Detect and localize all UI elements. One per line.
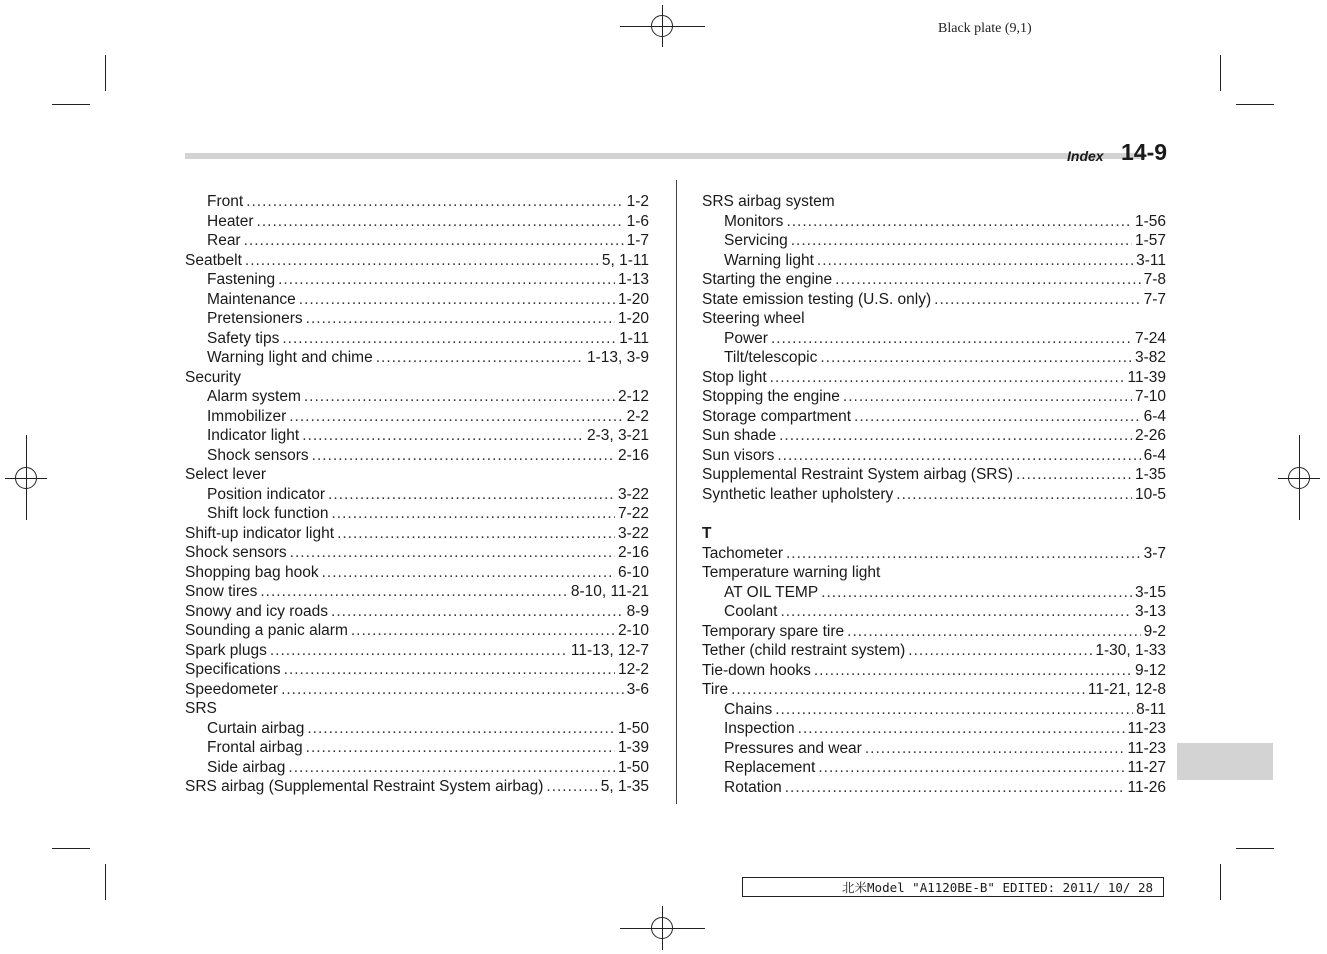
entry-label: Shift-up indicator light <box>185 524 335 542</box>
dot-leader <box>337 524 615 544</box>
entry-label: Shopping bag hook <box>185 563 319 581</box>
entry-page-ref: 1-57 <box>1134 232 1166 249</box>
entry-page-ref: 1-2 <box>626 193 649 210</box>
index-entry <box>185 719 649 739</box>
entry-page-ref: 11-23 <box>1127 739 1166 757</box>
dot-leader <box>847 622 1140 642</box>
entry-page-ref: 2-16 <box>617 446 649 464</box>
dot-leader <box>284 660 615 680</box>
dot-leader <box>780 602 1132 622</box>
dot-leader <box>245 251 599 271</box>
entry-page-ref: 6-4 <box>1143 446 1166 464</box>
dot-leader <box>817 251 1133 271</box>
entry-page-ref: 7-7 <box>1143 290 1166 308</box>
dot-leader <box>731 680 1085 700</box>
crop-mark <box>1220 864 1221 900</box>
dot-leader <box>896 485 1132 505</box>
index-entry <box>702 348 1166 368</box>
index-entry <box>702 329 1166 349</box>
entry-label: Snowy and icy roads <box>185 602 329 620</box>
entry-page-ref: 8-11 <box>1136 700 1166 718</box>
index-entry <box>185 543 649 563</box>
entry-label: Temperature warning light <box>702 564 881 581</box>
entry-page-ref: 9-12 <box>1134 661 1166 679</box>
index-entry <box>702 426 1166 446</box>
index-entry <box>702 368 1166 388</box>
index-entry <box>702 739 1166 759</box>
entry-page-ref: 6-10 <box>617 563 649 581</box>
index-entry <box>185 387 649 407</box>
dot-leader <box>934 290 1140 310</box>
index-entry <box>185 231 649 251</box>
index-entry <box>702 446 1166 466</box>
index-entry <box>185 329 649 349</box>
index-entry <box>702 719 1166 739</box>
index-entry <box>185 192 649 212</box>
entry-label: Sun shade <box>702 427 777 444</box>
index-entry <box>185 504 649 524</box>
section-title: Index <box>1067 148 1104 164</box>
dot-leader <box>307 719 615 739</box>
dot-leader <box>785 778 1125 798</box>
entry-label: Chains <box>724 700 773 718</box>
index-entry <box>702 700 1166 720</box>
entry-page-ref: 1-39 <box>617 739 649 756</box>
entry-page-ref: 9-2 <box>1143 622 1166 640</box>
entry-page-ref: 3-82 <box>1134 349 1166 366</box>
entry-label: Pressures and wear <box>724 739 862 757</box>
entry-page-ref: 3-13 <box>1134 603 1166 620</box>
entry-page-ref: 10-5 <box>1134 485 1166 503</box>
entry-label: Shift lock function <box>207 505 329 522</box>
dot-leader <box>791 231 1132 251</box>
dot-leader <box>306 738 615 758</box>
index-entry <box>702 387 1166 407</box>
dot-leader <box>775 700 1133 720</box>
index-entry <box>702 680 1166 700</box>
index-entry <box>185 465 649 485</box>
dot-leader <box>302 426 584 446</box>
index-entry <box>702 544 1166 564</box>
edit-footer: 北米Model "A1120BE-B" EDITED: 2011/ 10/ 28 <box>742 877 1164 897</box>
entry-label: Warning light <box>724 251 814 269</box>
entry-page-ref: 7-24 <box>1134 329 1166 347</box>
entry-page-ref: 1-13 <box>617 271 649 288</box>
entry-label: SRS airbag system <box>702 193 835 210</box>
entry-page-ref: 7-22 <box>617 505 649 522</box>
dot-leader <box>299 290 615 310</box>
index-group-s <box>702 192 1166 504</box>
entry-label: Power <box>724 329 768 347</box>
index-entry <box>702 563 1166 583</box>
entry-label: Stopping the engine <box>702 388 840 405</box>
entry-page-ref: 1-6 <box>626 212 649 230</box>
dot-leader <box>351 621 615 641</box>
entry-label: Spark plugs <box>185 641 267 659</box>
dot-leader <box>843 387 1132 407</box>
index-entry <box>185 699 649 719</box>
entry-label: Temporary spare tire <box>702 622 845 640</box>
registration-mark <box>651 917 673 939</box>
index-entry <box>185 309 649 329</box>
entry-label: Speedometer <box>185 680 279 698</box>
entry-page-ref: 5, 1-35 <box>600 778 649 795</box>
entry-page-ref: 2-26 <box>1134 427 1166 444</box>
entry-label: Storage compartment <box>702 407 852 425</box>
crop-mark <box>105 55 106 91</box>
entry-page-ref: 1-13, 3-9 <box>586 349 649 366</box>
entry-page-ref: 11-23 <box>1127 720 1166 737</box>
index-entry <box>185 212 649 232</box>
dot-leader <box>835 270 1140 290</box>
entry-page-ref: 3-22 <box>617 485 649 503</box>
entry-page-ref: 2-2 <box>626 407 649 425</box>
entry-label: Immobilizer <box>207 407 287 425</box>
entry-label: Stop light <box>702 368 767 386</box>
dot-leader <box>818 758 1124 778</box>
dot-leader <box>771 329 1132 349</box>
index-entry <box>702 778 1166 798</box>
entry-label: Servicing <box>724 232 788 249</box>
entry-page-ref: 1-50 <box>617 758 649 776</box>
entry-label: Pretensioners <box>207 310 303 327</box>
dot-leader <box>306 309 615 329</box>
entry-label: Tilt/telescopic <box>724 349 818 366</box>
dot-leader <box>289 407 623 427</box>
index-entry <box>185 290 649 310</box>
entry-label: State emission testing (U.S. only) <box>702 290 932 308</box>
index-letter-heading: T <box>702 525 712 542</box>
index-entry <box>185 738 649 758</box>
entry-label: Warning light and chime <box>207 349 373 366</box>
dot-leader <box>770 368 1125 388</box>
dot-leader <box>260 582 567 602</box>
index-entry <box>185 485 649 505</box>
index-entry <box>185 680 649 700</box>
entry-page-ref: 1-11 <box>619 329 649 347</box>
dot-leader <box>278 270 615 290</box>
index-entry <box>185 407 649 427</box>
dot-leader <box>777 446 1140 466</box>
dot-leader <box>257 212 624 232</box>
dot-leader <box>376 348 584 368</box>
dot-leader <box>328 485 615 505</box>
entry-label: Maintenance <box>207 290 296 308</box>
entry-page-ref: 1-56 <box>1134 212 1166 230</box>
entry-label: Heater <box>207 212 254 230</box>
entry-label: Monitors <box>724 212 784 230</box>
index-entry <box>702 212 1166 232</box>
dot-leader <box>779 426 1132 446</box>
entry-label: Frontal airbag <box>207 739 303 756</box>
entry-label: Shock sensors <box>185 544 287 561</box>
dot-leader <box>814 661 1132 681</box>
entry-label: Specifications <box>185 661 281 678</box>
index-column-left <box>185 192 649 797</box>
index-entry <box>702 641 1166 661</box>
entry-page-ref: 11-13, 12-7 <box>570 641 649 659</box>
entry-label: Sounding a panic alarm <box>185 622 348 639</box>
index-entry <box>702 231 1166 251</box>
entry-label: Tie-down hooks <box>702 661 811 679</box>
index-entry <box>185 368 649 388</box>
entry-page-ref: 8-9 <box>626 602 649 620</box>
entry-label: Snow tires <box>185 583 258 600</box>
entry-page-ref: 11-26 <box>1127 778 1166 796</box>
dot-leader <box>322 563 615 583</box>
entry-label: Supplemental Restraint System airbag (SRS) <box>702 466 1013 483</box>
entry-page-ref: 8-10, 11-21 <box>570 583 649 600</box>
entry-page-ref: 3-15 <box>1134 583 1166 601</box>
entry-label: Steering wheel <box>702 310 805 327</box>
entry-page-ref: 3-6 <box>626 680 649 698</box>
entry-page-ref: 1-30, 1-33 <box>1095 642 1166 659</box>
entry-label: Security <box>185 368 241 386</box>
crop-mark <box>1220 55 1221 91</box>
dot-leader <box>304 387 615 407</box>
entry-label: Rotation <box>724 778 782 796</box>
index-entry <box>702 309 1166 329</box>
entry-page-ref: 1-7 <box>626 232 649 249</box>
crop-mark <box>1236 848 1274 849</box>
index-entry <box>185 563 649 583</box>
crop-mark <box>105 864 106 900</box>
index-entry <box>185 426 649 446</box>
entry-label: Fastening <box>207 271 276 288</box>
entry-label: Alarm system <box>207 388 301 405</box>
dot-leader <box>854 407 1141 427</box>
index-entry <box>702 758 1166 778</box>
index-entry <box>702 251 1166 271</box>
entry-page-ref: 2-12 <box>617 388 649 405</box>
chapter-thumb-tab <box>1177 743 1273 780</box>
index-entry <box>185 641 649 661</box>
entry-label: Position indicator <box>207 485 326 503</box>
entry-label: Starting the engine <box>702 271 833 288</box>
plate-label: Black plate (9,1) <box>938 21 1032 36</box>
dot-leader <box>865 739 1125 759</box>
dot-leader <box>798 719 1125 739</box>
entry-label: AT OIL TEMP <box>724 583 819 601</box>
entry-label: Tether (child restraint system) <box>702 642 906 659</box>
entry-label: Replacement <box>724 759 816 776</box>
index-entry <box>185 621 649 641</box>
entry-label: SRS airbag (Supplemental Restraint System airbag) <box>185 778 544 795</box>
index-entry <box>702 407 1166 427</box>
dot-leader <box>786 544 1141 564</box>
dot-leader <box>1016 465 1132 485</box>
crop-mark <box>52 848 90 849</box>
index-column-right <box>702 192 1166 797</box>
registration-mark <box>15 467 37 489</box>
dot-leader <box>270 641 568 661</box>
entry-page-ref: 7-10 <box>1134 388 1166 405</box>
entry-label: Seatbelt <box>185 251 242 269</box>
crop-mark <box>1236 104 1274 105</box>
entry-label: Sun visors <box>702 446 775 464</box>
index-entry <box>185 446 649 466</box>
index-entry <box>185 348 649 368</box>
entry-page-ref: 6-4 <box>1143 407 1166 425</box>
entry-label: Shock sensors <box>207 446 309 464</box>
dot-leader <box>312 446 615 466</box>
entry-label: Synthetic leather upholstery <box>702 485 894 503</box>
index-entry <box>185 251 649 271</box>
index-entry <box>702 602 1166 622</box>
index-group-t <box>702 544 1166 798</box>
index-entry <box>702 485 1166 505</box>
header-rule <box>185 153 1145 159</box>
column-divider <box>676 180 677 804</box>
index-entry <box>185 602 649 622</box>
dot-leader <box>786 212 1132 232</box>
index-entry <box>702 192 1166 212</box>
dot-leader <box>546 777 597 797</box>
entry-label: Indicator light <box>207 427 300 444</box>
registration-mark <box>651 15 673 37</box>
entry-label: Coolant <box>724 603 778 620</box>
entry-label: Safety tips <box>207 329 280 347</box>
dot-leader <box>244 231 624 251</box>
crop-mark <box>52 104 90 105</box>
entry-label: SRS <box>185 700 217 717</box>
entry-label: Tire <box>702 681 729 698</box>
index-entry <box>702 622 1166 642</box>
entry-label: Curtain airbag <box>207 719 305 737</box>
entry-page-ref: 2-16 <box>617 544 649 561</box>
entry-page-ref: 1-20 <box>617 290 649 308</box>
entry-page-ref: 1-50 <box>617 719 649 737</box>
index-entry <box>702 290 1166 310</box>
entry-page-ref: 7-8 <box>1143 271 1166 288</box>
index-entry <box>702 270 1166 290</box>
entry-page-ref: 11-21, 12-8 <box>1087 681 1166 698</box>
entry-page-ref: 3-7 <box>1143 544 1166 562</box>
page-number: 14-9 <box>1121 139 1168 165</box>
index-entry <box>185 582 649 602</box>
entry-page-ref: 2-3, 3-21 <box>586 427 649 444</box>
dot-leader <box>331 602 624 622</box>
index-entry <box>185 660 649 680</box>
entry-label: Front <box>207 193 244 210</box>
entry-page-ref: 1-20 <box>617 310 649 327</box>
entry-page-ref: 12-2 <box>617 661 649 678</box>
entry-label: Side airbag <box>207 758 286 776</box>
dot-leader <box>288 758 615 778</box>
index-entry <box>185 758 649 778</box>
index-entry <box>702 583 1166 603</box>
dot-leader <box>246 192 623 212</box>
entry-label: Inspection <box>724 720 795 737</box>
index-entry <box>185 270 649 290</box>
index-entry <box>702 661 1166 681</box>
index-entry <box>185 777 649 797</box>
dot-leader <box>290 543 615 563</box>
dot-leader <box>821 583 1132 603</box>
entry-page-ref: 2-10 <box>617 622 649 639</box>
dot-leader <box>820 348 1132 368</box>
entry-page-ref: 3-11 <box>1136 251 1166 269</box>
entry-page-ref: 3-22 <box>617 524 649 542</box>
entry-label: Rear <box>207 232 241 249</box>
dot-leader <box>281 680 624 700</box>
dot-leader <box>908 641 1092 661</box>
entry-page-ref: 11-39 <box>1127 368 1166 386</box>
entry-page-ref: 1-35 <box>1134 466 1166 483</box>
dot-leader <box>282 329 616 349</box>
index-entry <box>702 465 1166 485</box>
registration-mark <box>1288 467 1310 489</box>
entry-label: Select lever <box>185 466 266 483</box>
entry-label: Tachometer <box>702 544 783 562</box>
entry-page-ref: 5, 1-11 <box>601 251 649 269</box>
entry-page-ref: 11-27 <box>1127 759 1166 776</box>
dot-leader <box>331 504 614 524</box>
index-entry <box>185 524 649 544</box>
